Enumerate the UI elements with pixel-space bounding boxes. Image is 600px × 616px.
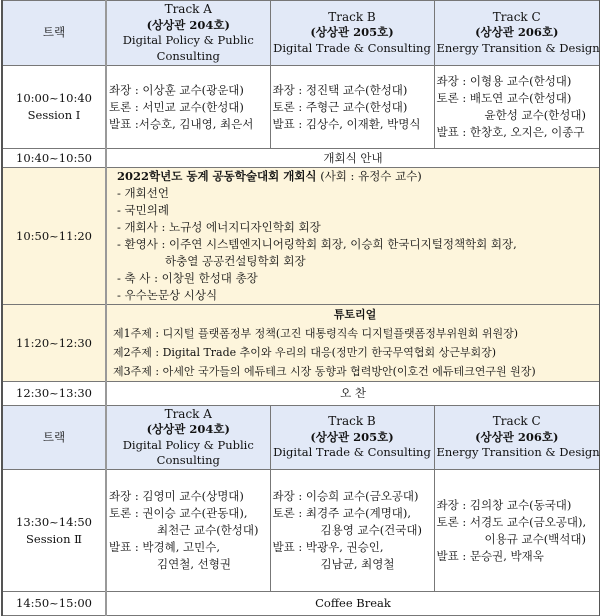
- line-item: 제2주제 : Digital Trade 추이와 우리의 대응(정만기 한국무역협회 상근부회장): [113, 346, 497, 359]
- line-item: 토론 : 배도연 교수(한성대): [436, 91, 572, 105]
- line-item: 최천근 교수(한성대): [157, 523, 259, 537]
- line-item: 좌장 : 이상훈 교수(광운대): [109, 82, 244, 97]
- track-header-row: [2, 1, 600, 66]
- ceremony-details: [106, 168, 600, 305]
- line-item: 제3주제 : 아세안 국가들의 에듀테크 시장 동향과 협력방안(이호건 에듀테크연구원 원장): [113, 365, 536, 378]
- session2-track-a: [106, 470, 270, 592]
- track-b-header: Track B (상상관 205호) Digital Trade & Consulting: [270, 1, 434, 66]
- line-item: 발표 : 박경혜, 고민수,: [109, 540, 221, 554]
- line-item: 토론 : 서민교 교수(한성대): [109, 99, 244, 114]
- session1-time: 10:00~10:40 Session Ⅰ: [2, 66, 106, 149]
- track-c-header: Track C (상상관 206호) Energy Transition & Design: [434, 1, 600, 66]
- tutorial-time: 11:20~12:30: [2, 305, 106, 382]
- line-item: - 개회선언: [117, 186, 169, 200]
- line-item: - 개회사 : 노규성 에너지디자인학회 회장: [117, 220, 321, 234]
- line-item: 토론 : 서경도 교수(금오공대),: [436, 514, 587, 529]
- session2-track-c: [434, 470, 600, 592]
- line-item: 이용규 교수(백석대): [484, 531, 586, 546]
- line-item: - 우수논문상 시상식: [117, 288, 218, 302]
- session1-row: [2, 66, 600, 149]
- line-item: - 국민의례: [117, 203, 169, 217]
- opening-notice-time: 10:40~10:50: [2, 149, 106, 168]
- line-item: 김연철, 선형권: [157, 557, 231, 571]
- coffee-time: 14:50~15:00: [2, 592, 106, 616]
- line-item: 토론 : 권이승 교수(관동대),: [109, 506, 248, 520]
- line-item: 토론 : 최경주 교수(계명대),: [272, 506, 412, 520]
- session1-track-a: [106, 66, 270, 149]
- session2-time: 13:30~14:50 Session Ⅱ: [2, 470, 106, 592]
- lunch-time: 12:30~13:30: [2, 382, 106, 406]
- session1-track-c: [434, 66, 600, 149]
- coffee-text: Coffee Break: [106, 592, 600, 616]
- line-item: 발표 : 한창호, 오지은, 이종구: [436, 125, 585, 139]
- track-label: 트랙: [2, 1, 106, 66]
- line-item: - 축 사 : 이창원 한성대 총장: [117, 271, 258, 285]
- track-a-header: Track A (상상관 204호) Digital Policy & Public Consulting: [106, 406, 270, 470]
- line-item: 발표 :서승호, 김내영, 최은서: [109, 116, 254, 131]
- ceremony-title: 2022학년도 동계 공동학술대회 개회식: [117, 169, 317, 183]
- ceremony-time: 10:50~11:20: [2, 168, 106, 305]
- line-item: 좌장 : 정진택 교수(한성대): [272, 82, 408, 97]
- line-item: 김용영 교수(건국대): [320, 523, 422, 537]
- line-item: 발표 : 박광우, 권승인,: [272, 540, 384, 554]
- line-item: 하충열 공공컨설팅학회 회장: [165, 254, 306, 268]
- line-item: 좌장 : 김영미 교수(상명대): [109, 489, 244, 503]
- line-item: - 환영사 : 이주연 시스템엔지니어링학회 회장, 이승희 한국디지털정책학회 회장,: [117, 237, 517, 251]
- session2-row: [2, 470, 600, 592]
- tutorial-row: [2, 305, 600, 382]
- opening-notice-text: 개회식 안내: [106, 149, 600, 168]
- program-schedule-table: [1, 0, 600, 616]
- tutorial-title: 튜토리얼: [333, 308, 377, 321]
- ceremony-row: [2, 168, 600, 305]
- session1-track-b: [270, 66, 434, 149]
- line-item: 좌장 : 김의창 교수(동국대): [436, 497, 572, 512]
- track-header-row-2: [2, 406, 600, 470]
- track-c-header: Track C (상상관 206호) Energy Transition & Design: [434, 406, 600, 470]
- track-b-header: Track B (상상관 205호) Digital Trade & Consulting: [270, 406, 434, 470]
- ceremony-host: (사회 : 유정수 교수): [316, 169, 422, 183]
- line-item: 발표 : 문승권, 박재욱: [436, 548, 544, 563]
- line-item: 김남균, 최영철: [320, 557, 395, 571]
- line-item: 좌장 : 이형용 교수(한성대): [436, 74, 572, 88]
- lunch-row: [2, 382, 600, 406]
- line-item: 토론 : 주형근 교수(한성대): [272, 99, 408, 114]
- lunch-text: 오 찬: [106, 382, 600, 406]
- track-label: 트랙: [2, 406, 106, 470]
- line-item: 윤한성 교수(한성대): [484, 108, 586, 122]
- line-item: 제1주제 : 디지털 플랫폼정부 정책(고진 대통령직속 디지털플랫폼정부위원회 위원장): [113, 327, 519, 340]
- session2-track-b: [270, 470, 434, 592]
- tutorial-details: [106, 305, 600, 382]
- coffee-row: [2, 592, 600, 616]
- line-item: 발표 : 김상수, 이재환, 박명식: [272, 116, 421, 131]
- track-a-header: Track A (상상관 204호) Digital Policy & Public Consulting: [106, 1, 270, 66]
- opening-notice-row: [2, 149, 600, 168]
- line-item: 좌장 : 이승희 교수(금오공대): [272, 489, 419, 503]
